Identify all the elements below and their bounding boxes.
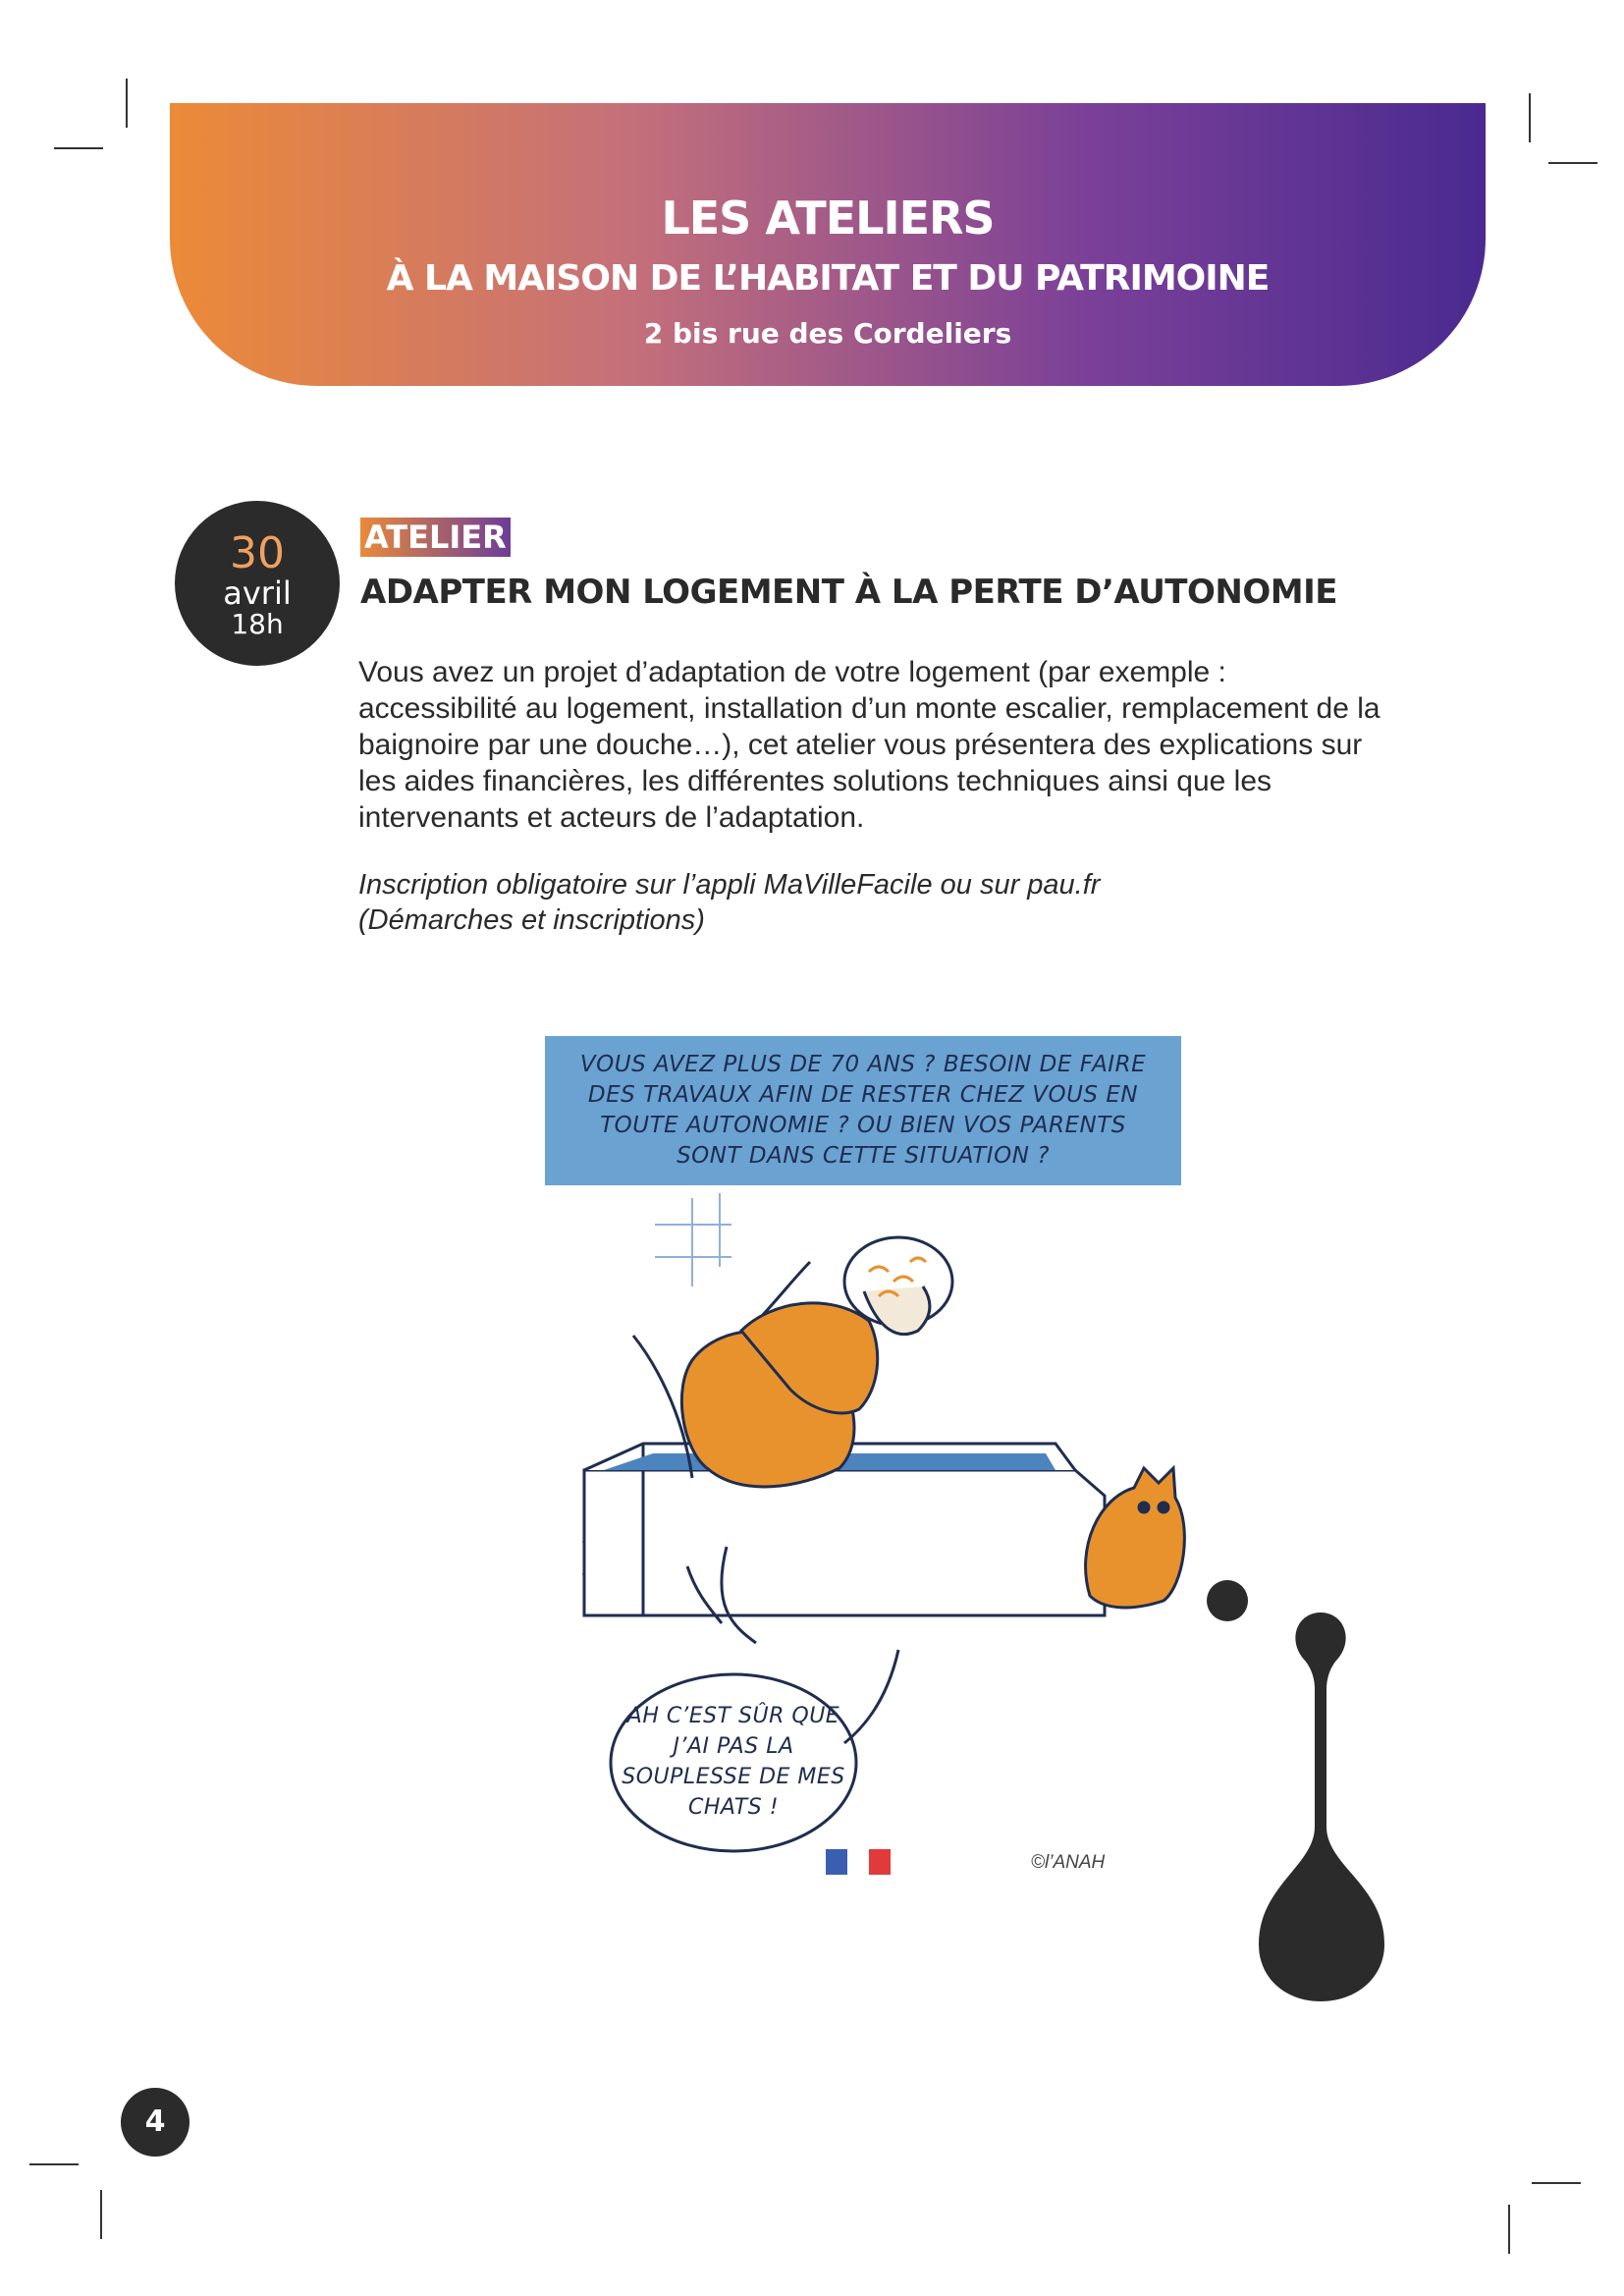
banner-subtitle: À LA MAISON DE L’HABITAT ET DU PATRIMOINE [386, 258, 1270, 299]
crop-mark [54, 147, 103, 149]
crop-mark [1548, 162, 1597, 164]
date-hour: 18h [231, 608, 284, 640]
speech-bubble-text: AH C’EST SÛR QUE J’AI PAS LA SOUPLESSE DE MES CHATS ! [622, 1704, 845, 1820]
crop-mark [100, 2190, 102, 2239]
crop-mark [1532, 2182, 1581, 2184]
speech-bubble [612, 1674, 855, 1849]
page-number: 4 [121, 2088, 189, 2157]
image-credit: ©l’ANAH [1031, 1852, 1106, 1873]
header-banner [170, 103, 1486, 386]
inscription-line-2: (Démarches et inscriptions) [358, 904, 705, 936]
crop-mark [126, 79, 128, 128]
event-inscription [358, 867, 1340, 938]
decorative-drops [1198, 1571, 1414, 2003]
date-day: 30 [230, 528, 285, 578]
cat [1086, 1468, 1185, 1608]
banner-address: 2 bis rue des Cordeliers [643, 317, 1012, 350]
cartoon-illustration [545, 1036, 1183, 1881]
banner-title: LES ATELIERS [661, 191, 995, 245]
cartoon-caption: VOUS AVEZ PLUS DE 70 ANS ? BESOIN DE FAIRE DES TRAVAUX AFIN DE RESTER CHEZ VOUS EN TOUTE AUTONOMIE ? OU BIEN VOS PARENTS SONT DANS CETTE SITUATION ? [579, 1052, 1147, 1169]
date-badge [175, 501, 340, 666]
event-title: ADAPTER MON LOGEMENT À LA PERTE D’AUTONOMIE [360, 573, 1337, 612]
crop-mark [1529, 93, 1531, 142]
event-description: Vous avez un projet d’adaptation de votre logement (par exemple : accessibilité au logement, installation d’un monte escalier, remplacement de la baignoire par une douche…), cet atelier vous présentera des explications sur les aides financières, les différentes solutions techniques ainsi que les intervenants et acteurs de l’adaptation. [358, 656, 1380, 834]
event-tag: ATELIER [360, 518, 511, 557]
crop-mark [1508, 2205, 1510, 2254]
crop-mark [29, 2163, 79, 2165]
date-month: avril [223, 574, 292, 612]
inscription-line-1: Inscription obligatoire sur l’appli MaVilleFacile ou sur pau.fr [358, 869, 1101, 901]
french-republic-logo [826, 1849, 891, 1875]
